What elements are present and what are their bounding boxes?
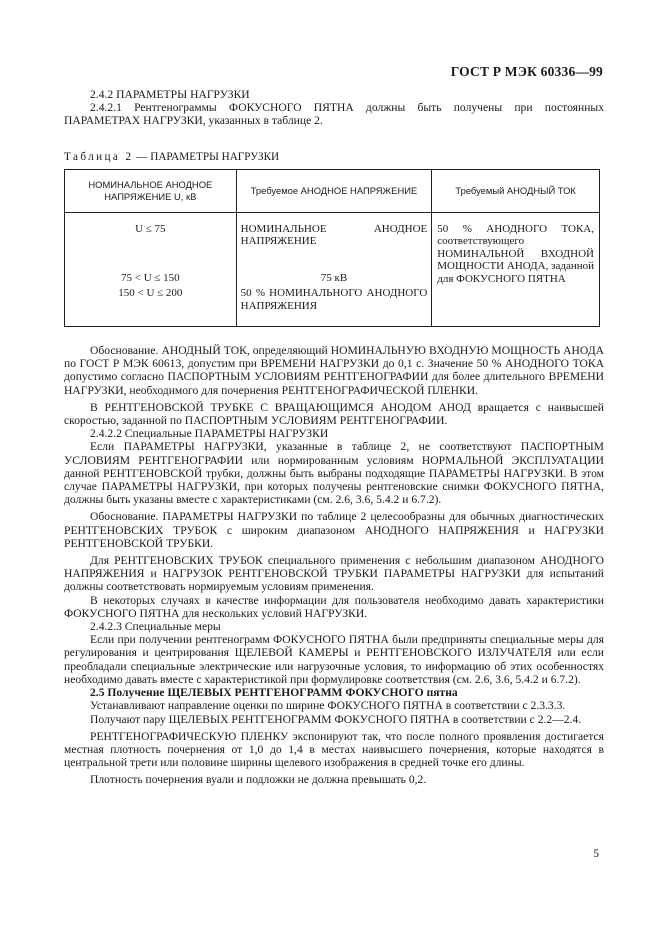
header-nominal-voltage: НОМИНАЛЬНОЕ АНОДНОЕ НАПРЯЖЕНИЕ U, кВ bbox=[65, 169, 237, 212]
paragraph-25b: Получают пару ЩЕЛЕВЫХ РЕНТГЕНОГРАММ ФОКУСНОГО ПЯТНА в соответствии с 2.2—2.4. bbox=[90, 712, 582, 726]
cell-voltage-2: 75 кВ bbox=[236, 248, 432, 285]
cell-voltage-1: НОМИНАЛЬНОЕ АНОДНОЕ НАПРЯЖЕНИЕ bbox=[236, 212, 432, 248]
section-title-2423: 2.4.2.3 Специальные меры bbox=[90, 620, 221, 634]
paragraph-special-tubes: Для РЕНТГЕНОВСКИХ ТРУБОК специального применения с небольшим диапазоном АНОДНОГО НАПРЯЖЕНИЯ и НАГРУЗОК РЕНТГЕНОВСКОЙ ТРУБКИ ПАРАМЕТРЫ НАГРУЗКИ для испытаний должны соответствовать нормируемым условиям применения. bbox=[64, 554, 604, 594]
paragraph-2423: Если при получении рентгенограмм ФОКУСНОГО ПЯТНА были предприняты специальные меры для регулирования и центрирования ЩЕЛЕВОЙ КАМЕРЫ и РЕНТГЕНОВСКОГО ИЗЛУЧАТЕЛЯ или если преобладали специальные электрические или нагрузочные условия, то информацию об этих особенностях необходимо давать вместе с характеристикой при формулировке соответствия (см. 2.6, 3.6, 5.4.2 и 6.7.2). bbox=[64, 633, 604, 686]
section-title-242: 2.4.2 ПАРАМЕТРЫ НАГРУЗКИ bbox=[90, 88, 250, 101]
table-spacer-cell bbox=[432, 312, 600, 327]
table-spacer-cell bbox=[236, 312, 432, 327]
cell-range-3: 150 < U ≤ 200 bbox=[65, 285, 237, 312]
paragraph-25d: Плотность почернения вуали и подложки не должна превышать 0,2. bbox=[90, 773, 427, 787]
load-parameters-table bbox=[64, 169, 600, 327]
standard-header: ГОСТ Р МЭК 60336—99 bbox=[450, 64, 603, 79]
section-title-25: 2.5 Получение ЩЕЛЕВЫХ РЕНТГЕНОГРАММ ФОКУСНОГО пятна bbox=[90, 686, 458, 700]
cell-current-1: 50 % АНОДНОГО ТОКА, соответствующего НОМИНАЛЬНОЙ ВХОДНОЙ МОЩНОСТИ АНОДА, заданной для ФОКУСНОГО ПЯТНА bbox=[432, 212, 600, 312]
header-required-voltage: Требуемое АНОДНОЕ НАПРЯЖЕНИЕ bbox=[236, 169, 432, 212]
paragraph-2421: 2.4.2.1 Рентгенограммы ФОКУСНОГО ПЯТНА должны быть получены при постоянных ПАРАМЕТРАХ НАГРУЗКИ, указанных в таблице 2. bbox=[64, 101, 604, 128]
table-caption-label: Таблица 2 bbox=[64, 150, 134, 163]
table-row-spacer bbox=[65, 312, 600, 327]
section-title-2422: 2.4.2.2 Специальные ПАРАМЕТРЫ НАГРУЗКИ bbox=[90, 427, 329, 441]
table-caption bbox=[64, 151, 604, 164]
header-required-current: Требуемый АНОДНЫЙ ТОК bbox=[432, 169, 600, 212]
paragraph-rotating-anode: В РЕНТГЕНОВСКОЙ ТРУБКЕ С ВРАЩАЮЩИМСЯ АНОДОМ АНОД вращается с наивысшей скоростью, заданной по ПАСПОРТНЫМ УСЛОВИЯМ РЕНТГЕНОГРАФИИ. bbox=[64, 400, 604, 428]
paragraph-25c: РЕНТГЕНОГРАФИЧЕСКУЮ ПЛЕНКУ экспонируют так, что после полного проявления достигается местная плотность почернения от 1,0 до 1,4 в местах наивысшего почернения, которые находятся в центральной трети или половине ширины щелевого изображения в средней точке его длины. bbox=[64, 729, 604, 770]
page-number: 5 bbox=[593, 848, 599, 860]
paragraph-25a: Устанавливают направление оценки по ширине ФОКУСНОГО ПЯТНА в соответствии с 2.3.3.3. bbox=[90, 699, 566, 713]
table-row bbox=[65, 212, 600, 248]
paragraph-justification-1: Обоснование. АНОДНЫЙ ТОК, определяющий НОМИНАЛЬНУЮ ВХОДНУЮ МОЩНОСТЬ АНОДА по ГОСТ Р МЭК 60613, допустим при ВРЕМЕНИ НАГРУЗКИ до 0,1 с. Значение 50 % АНОДНОГО ТОКА допустимо согласно ПАСПОРТНЫМ УСЛОВИЯМ РЕНТГЕНОГРАФИИ для более длительного ВРЕМЕНИ НАГРУЗКИ, необходимого для почернения РЕНТГЕНОГРАФИЧЕСКОЙ ПЛЕНКИ. bbox=[64, 344, 604, 397]
cell-voltage-3: 50 % НОМИНАЛЬНОГО АНОДНОГО НАПРЯЖЕНИЯ bbox=[236, 285, 432, 312]
table-spacer-cell bbox=[65, 312, 237, 327]
table-header-row bbox=[65, 169, 600, 212]
paragraph-justification-2: Обоснование. ПАРАМЕТРЫ НАГРУЗКИ по таблице 2 целесообразны для обычных диагностических РЕНТГЕНОВСКИХ ТРУБОК с широким диапазоном АНОДНОГО НАПРЯЖЕНИЯ и НАГРУЗКИ РЕНТГЕНОВСКОЙ ТРУБКИ. bbox=[64, 510, 604, 550]
cell-range-2: 75 < U ≤ 150 bbox=[65, 248, 237, 285]
table-caption-title: — ПАРАМЕТРЫ НАГРУЗКИ bbox=[136, 150, 280, 163]
document-body bbox=[64, 88, 604, 787]
cell-range-1: U ≤ 75 bbox=[65, 212, 237, 248]
paragraph-2422: Если ПАРАМЕТРЫ НАГРУЗКИ, указанные в таблице 2, не соответствуют ПАСПОРТНЫМ УСЛОВИЯМ РЕНТГЕНОГРАФИИ или нормированным условиям НОРМАЛЬНОЙ ЭКСПЛУАТАЦИИ данной РЕНТГЕНОВСКОЙ трубки, должны быть выбраны подходящие ПАРАМЕТРЫ НАГРУЗКИ. В этом случае ПАРАМЕТРЫ НАГРУЗКИ, при которых получены рентгеновские снимки ФОКУСНОГО ПЯТНА, должны быть указаны вместе с характеристиками (см. 2.6, 3.6, 5.4.2 и 6.7.2). bbox=[64, 440, 604, 507]
paragraph-some-cases: В некоторых случаях в качестве информации для пользователя необходимо давать характеристики ФОКУСНОГО ПЯТНА для нескольких условий НАГРУЗКИ. bbox=[64, 593, 604, 620]
